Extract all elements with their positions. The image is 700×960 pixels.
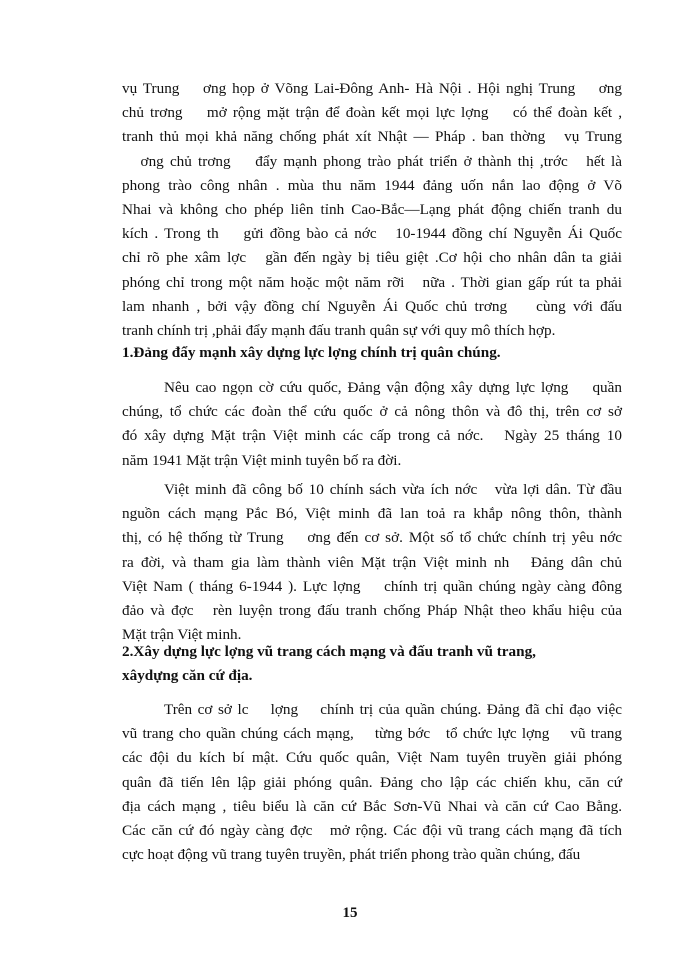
text-line: các đội du kích bí mật. Cứu quốc quân, Việt Nam tuyên truyền giải phóng bbox=[122, 749, 622, 767]
text-line: thị, có hệ thống từ Trung ơng đến cơ sở. Một số tổ chức chính trị yêu nớc bbox=[122, 529, 622, 547]
text-line: Việt Nam ( tháng 6-1944 ). Lực lợng chính trị quần chúng ngày càng đông bbox=[122, 577, 622, 595]
paragraph-intro bbox=[122, 77, 622, 343]
text-line: ra đời, và tham gia làm thành viên Mặt trận Việt minh nh Đảng dân chủ bbox=[122, 553, 622, 571]
text-line: Mặt trận Việt minh. bbox=[122, 626, 242, 644]
text-line: kích . Trong th gửi đồng bào cả nớc 10-1944 đồng chí Nguyễn Ái Quốc bbox=[122, 225, 622, 243]
text-line: phong trào công nhân . mùa thu năm 1944 đảng uốn nắn lao động ở Võ bbox=[122, 176, 622, 194]
text-line: địa cách mạng , tiêu biểu là căn cứ Bắc Sơn-Vũ Nhai và căn cứ Cao Bằng. bbox=[122, 797, 622, 815]
text-line: chỉ rõ phe xâm lợc gần đến ngày bị tiêu giệt .Cơ hội cho nhân dân ta giải bbox=[122, 249, 622, 267]
text-line: đó xây dựng Mặt trận Việt minh các cấp trong cả nớc. Ngày 25 tháng 10 bbox=[122, 427, 622, 445]
text-line: Nhai và không cho phép liên tỉnh Cao-Bắc—Lạng phát động chiến tranh du bbox=[122, 201, 622, 219]
text-line: Nêu cao ngọn cờ cứu quốc, Đảng vận động xây dựng lực lợng quần bbox=[164, 379, 622, 396]
text-line: ơng chủ trơng đẩy mạnh phong trào phát triển ở thành thị ,trớc hết là bbox=[122, 152, 622, 170]
paragraph-2 bbox=[122, 376, 622, 473]
text-line: Các căn cứ đó ngày càng đợc mở rộng. Các đội vũ trang cách mạng đã tích bbox=[122, 822, 622, 840]
heading-line: xâydựng căn cứ địa. bbox=[122, 667, 253, 684]
text-line: chúng, tổ chức các đoàn thể cứu quốc ở cả nông thôn và đô thị, trên cơ sở bbox=[122, 403, 622, 421]
paragraph-4 bbox=[122, 698, 622, 867]
text-line: tranh thủ mọi khả năng chống phát xít Nhật — Pháp . ban thờng vụ Trung bbox=[122, 128, 622, 146]
text-line: đảo và đợc rèn luyện trong đấu tranh chống Pháp Nhật theo khẩu hiệu của bbox=[122, 602, 622, 620]
text-line: Việt minh đã công bố 10 chính sách vừa ích nớc vừa lợi dân. Từ đầu bbox=[164, 481, 622, 498]
text-line: cực hoạt động vũ trang tuyên truyền, phát triển phong trào quần chúng, đấu bbox=[122, 846, 581, 864]
text-line: vũ trang cho quần chúng cách mạng, từng bớc tổ chức lực lợng vũ trang bbox=[122, 725, 622, 743]
text-line: tranh chính trị ,phải đẩy mạnh đấu tranh quân sự với quy mô thích hợp. bbox=[122, 322, 556, 340]
text-line: Trên cơ sở lc lợng chính trị của quần chúng. Đảng đã chỉ đạo việc bbox=[164, 701, 622, 718]
text-line: chủ trơng mở rộng mặt trận để đoàn kết mọi lực lợng có thể đoàn kết , bbox=[122, 104, 622, 122]
paragraph-3 bbox=[122, 478, 622, 647]
section-heading-1: 1.Đảng đẩy mạnh xây dựng lực lợng chính trị quân chúng. bbox=[122, 344, 501, 361]
section-heading-2 bbox=[122, 640, 622, 688]
text-line: nguồn cách mạng Pắc Bó, Việt minh đã lan toả ra khắp nông thôn, thành bbox=[122, 505, 622, 523]
text-line: vụ Trung ơng họp ở Võng Lai-Đông Anh- Hà Nội . Hội nghị Trung ơng bbox=[122, 80, 622, 97]
text-line: phóng chỉ trong một năm hoặc một năm rỡi nữa . Thời gian gấp rút ta phải bbox=[122, 273, 622, 291]
text-line: quân đã tiến lên lập giải phóng quân. Đảng cho lập các chiến khu, căn cứ bbox=[122, 773, 622, 791]
heading-line: 2.Xây dựng lực lợng vũ trang cách mạng và đấu tranh vũ trang, bbox=[122, 643, 536, 660]
text-line: lam nhanh , bởi vậy đồng chí Nguyễn Ái Quốc chủ trơng cùng với đấu bbox=[122, 297, 622, 315]
page-number: 15 bbox=[342, 905, 358, 921]
text-line: năm 1941 Mặt trận Việt minh tuyên bố ra đời. bbox=[122, 451, 402, 469]
